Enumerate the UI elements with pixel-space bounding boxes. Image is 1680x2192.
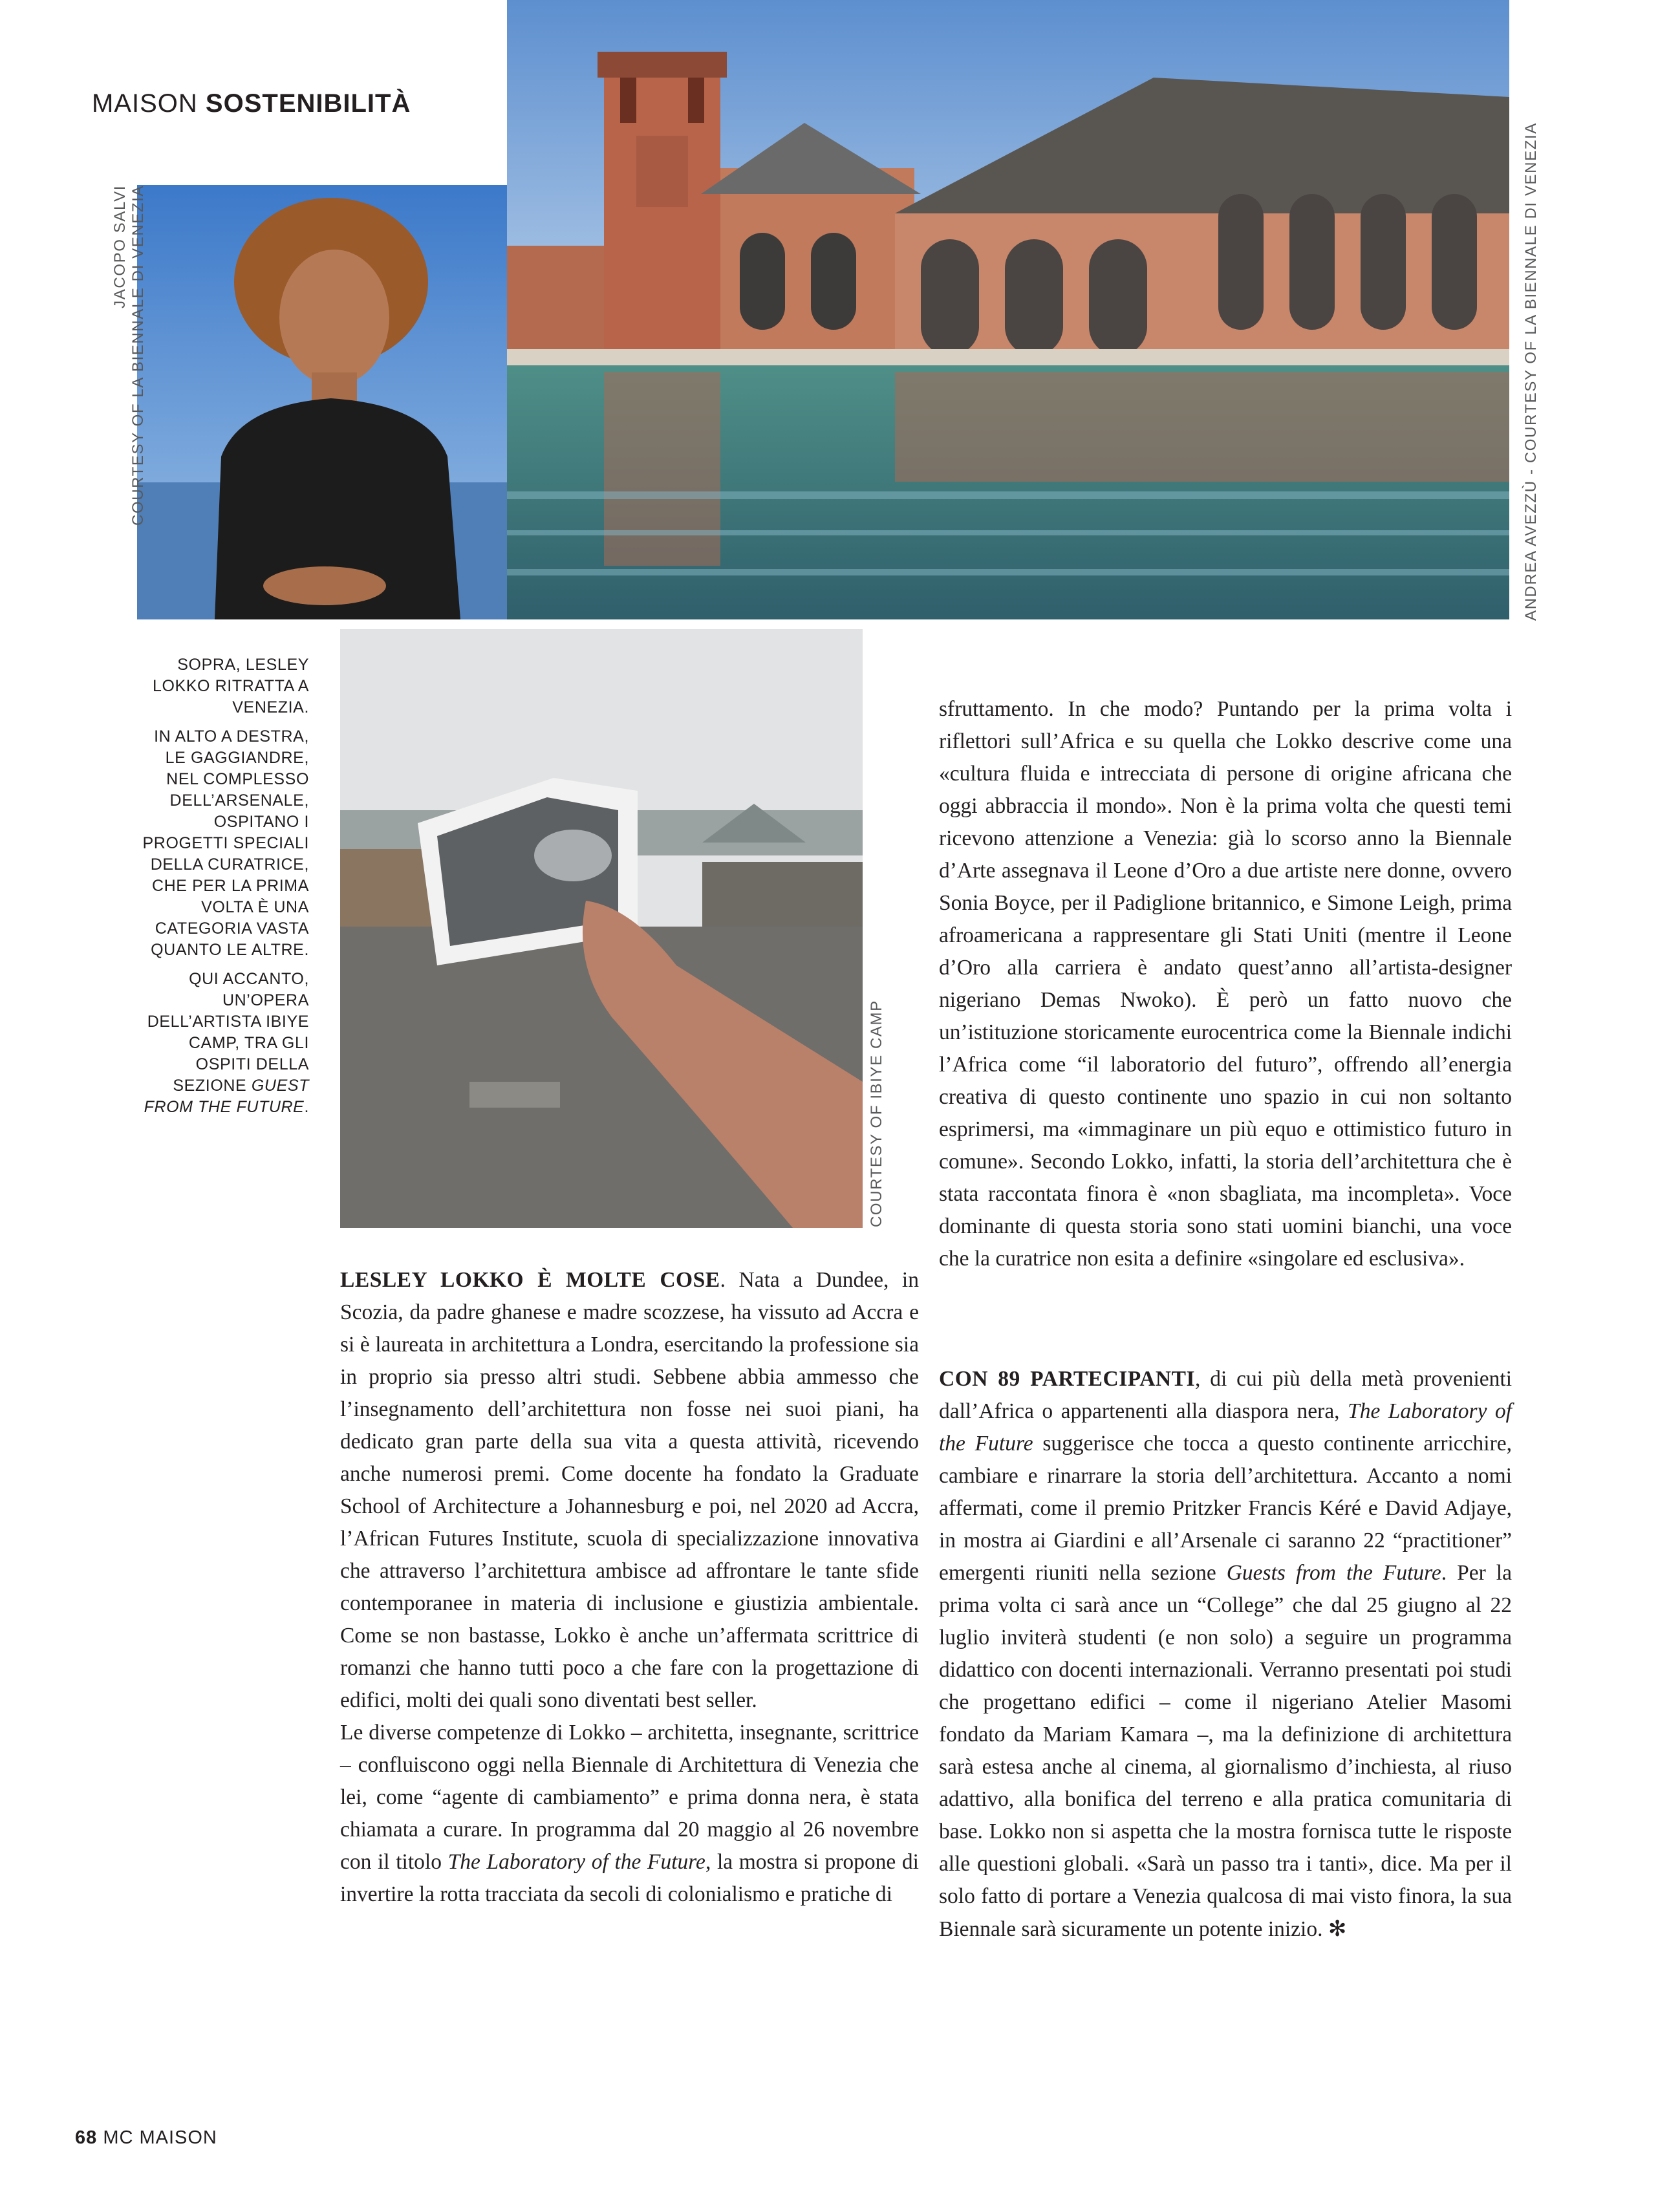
caption-arsenale: IN ALTO A DESTRA, LE GAGGIANDRE, NEL COMPLESSO DELL’ARSENALE, OSPITANO I PROGETTI SPECIALI DELLA CURATRICE, CHE PER LA PRIMA VOLTA È UNA CATEGORIA VASTA QUANTO LE ALTRE.	[142, 727, 309, 959]
artwork-photo	[340, 629, 863, 1228]
article-paragraph: LESLEY LOKKO È MOLTE COSE. Nata a Dundee, in Scozia, da padre ghanese e madre scozzese, ha vissuto ad Accra e si è laureata in architettura a Londra, esercitando la professione sia in proprio sia presso altri studi. Sebbene abbia ammesso che l’insegnamento dell’architettura non fosse nei suoi piani, ha dedicato gran parte della sua vita a questa attività, ricevendo anche numerosi premi. Come docente ha fondato la Graduate School of Architecture a Johannesburg e poi, nel 2020 ad Accra, l’African Futures Institute, scuola di specializzazione innovativa che attraverso l’architettura ambisce ad affrontare le tante sfide contemporanee in materia di inclusione e giustizia ambientale. Come se non bastasse, Lokko è anche un’affermata scrittrice di romanzi che hanno tutti poco a che fare con la progettazione di edifici, molti dei quali sono diventati best seller.	[340, 1268, 919, 1712]
caption-portrait: SOPRA, LESLEY LOKKO RITRATTA A VENEZIA.	[152, 656, 309, 716]
end-mark-icon: ✻	[1328, 1916, 1347, 1942]
article-paragraph: Le diverse competenze di Lokko – architetta, insegnante, scrittrice – confluiscono oggi nella Biennale di Architettura di Venezia che lei, come “agente di cambiamento” e prima donna nera, è stata chiamata a curare. In programma dal 20 maggio al 26 novembre con il titolo The Laboratory of the Future, la mostra si propone di invertire la rotta tracciata da secoli di colonialismo e pratiche di	[340, 1721, 919, 1906]
article-paragraph: CON 89 PARTECIPANTI, di cui più della metà provenienti dall’Africa o appartenenti alla diaspora nera, The Laboratory of the Future suggerisce che tocca a questo continente arricchire, cambiare e rinarrare la storia dell’architettura. Accanto a nomi affermati, come il premio Pritzker Francis Kéré e David Adjaye, in mostra ai Giardini e all’Arsenale ci saranno 22 “practitioner” emergenti riuniti nella sezione Guests from the Future. Per la prima volta ci sarà ance un “College” che dal 25 giugno al 22 luglio inviterà studenti (e non solo) a seguire un programma didattico con docenti internazionali. Verranno presentati poi studi che progettano edifici – come il nigeriano Atelier Masomi fondato da Mariam Kamara –, ma la definizione di architettura sarà estesa anche al cinema, al giornalismo d’inchiesta, al riuso adattivo, alla bonifica del terreno e alla pratica comunitaria di base. Lokko non si aspetta che la mostra fornisca tutte le risposte alle questioni globali. «Sarà un passo tra i tanti», dice. Ma per il solo fatto di portare a Venezia qualcosa di mai visto finora, la sua Biennale sarà sicuramente un potente inizio. ✻	[939, 1367, 1513, 1942]
article-column-right-top	[939, 693, 1512, 1275]
article-column-left	[340, 1264, 919, 1911]
paragraph-lead: LESLEY LOKKO È MOLTE COSE	[340, 1268, 720, 1292]
photo-captions	[129, 654, 309, 1126]
article-paragraph: sfruttamento. In che modo? Puntando per la prima volta i riflettori sull’Africa e su quella che Lokko descrive come una «cultura fluida e intrecciata di persone di origine africana che oggi abbraccia il mondo». Non è la prima volta che questi temi ricevono attenzione a Venezia: già lo scorso anno la Biennale d’Arte assegnava il Leone d’Oro a due artiste nere donne, ovvero Sonia Boyce, per il Padiglione britannico, e Simone Leigh, prima afroamericana a rappresentare gli Stati Uniti (mentre il Leone d’Oro alla carriera è andato quest’anno all’artista-designer nigeriano Demas Nwoko). È però un fatto nuovo che un’istituzione storicamente eurocentrica come la Biennale indichi l’Africa come “il laboratorio del futuro”, offrendo all’energia creativa di questo continente uno spazio in cui non soltanto esprimersi, ma «immaginare un più equo e ottimistico futuro in comune». Secondo Lokko, infatti, la storia dell’architettura che è stata raccontata finora è «non sbagliata, ma incompleta». Voce dominante di questa storia sono stati uomini bianchi, una voce che la curatrice non esita a definire «singolare ed esclusiva».	[939, 697, 1512, 1271]
page-number: 68	[75, 2127, 98, 2148]
section-label: MAISON	[92, 89, 206, 118]
article-column-right-bottom	[939, 1363, 1512, 1946]
portrait-photo	[137, 185, 507, 619]
section-title: SOSTENIBILITÀ	[205, 89, 411, 118]
arsenale-photo	[507, 0, 1509, 619]
arsenale-credit: ANDREA AVEZZÙ - COURTESY OF LA BIENNALE DI VENEZIA	[1522, 122, 1540, 621]
publication-name: MC MAISON	[97, 2127, 217, 2148]
portrait-credit: JACOPO SALVI COURTESY OF LA BIENNALE DI VENEZIA	[111, 185, 147, 526]
section-header	[92, 89, 411, 118]
page-footer	[75, 2127, 217, 2149]
artwork-credit: COURTESY OF IBIYE CAMP	[868, 1000, 885, 1227]
paragraph-lead: CON 89 PARTECIPANTI	[939, 1367, 1195, 1391]
caption-artwork: QUI ACCANTO, UN’OPERA DELL’ARTISTA IBIYE CAMP, TRA GLI OSPITI DELLA SEZIONE GUEST FROM THE FUTURE.	[144, 970, 309, 1116]
